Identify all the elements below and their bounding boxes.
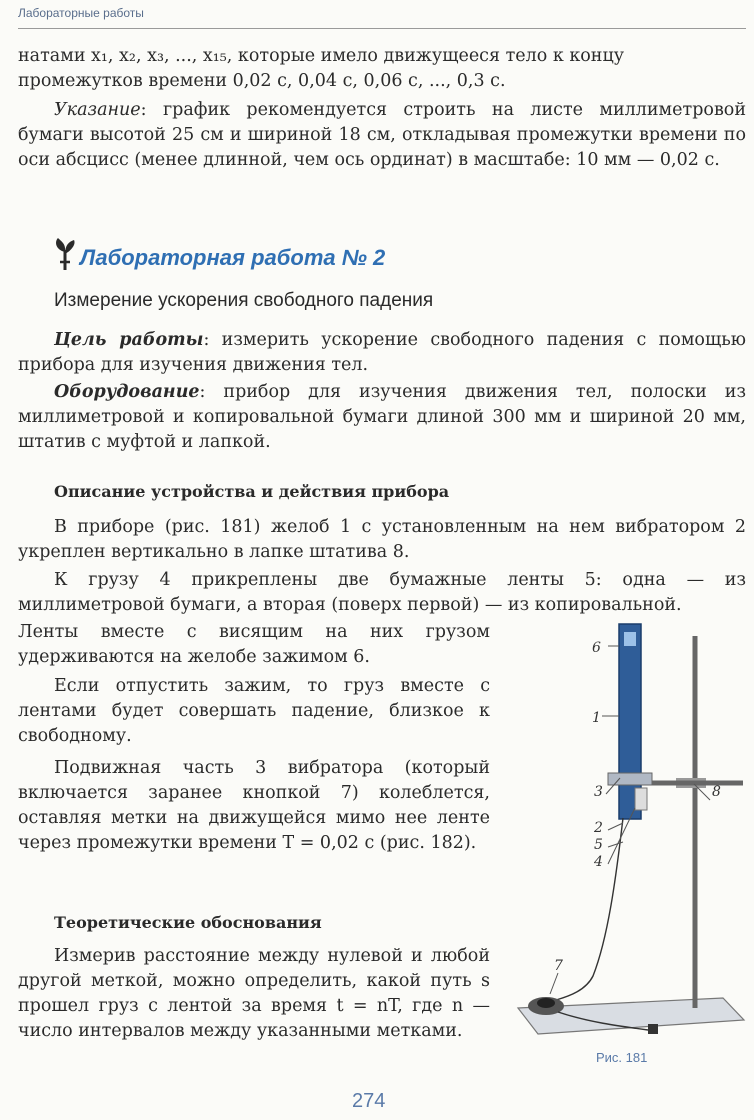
device-paragraph-2a: К грузу 4 прикреплены две бумажные ленты 5: одна — из миллиметровой бумаги, а вторая (поверх первой) — из копировальной. bbox=[18, 570, 746, 615]
device-figure bbox=[498, 618, 750, 1048]
figure-label-5: 5 bbox=[594, 837, 603, 853]
device-paragraph-4: Подвижная часть 3 вибратора (который включается заранее кнопкой 7) колеблется, оставляя метки на движущейся мимо нее ленте через промежутки времени T = 0,02 с (рис. 182). bbox=[18, 758, 490, 853]
equipment-text: : прибор для изучения движения тел, полоски из миллиметровой и копировальной бумаги длиной 300 мм и шириной 20 мм, штатив с муфтой и лапкой. bbox=[18, 382, 746, 452]
button-top bbox=[537, 998, 555, 1008]
vibrator bbox=[608, 773, 652, 785]
hint-label: Указание bbox=[54, 100, 141, 120]
goal-paragraph bbox=[18, 328, 746, 378]
figure-label-3: 3 bbox=[594, 784, 603, 800]
device-paragraph-2b: Ленты вместе с висящим на них грузом удерживаются на желобе зажимом 6. bbox=[18, 622, 490, 667]
goal-text: : измерить ускорение свободного падения с помощью прибора для изучения движения тел. bbox=[18, 330, 746, 375]
device-heading: Описание устройства и действия прибора bbox=[54, 482, 450, 501]
intro-line-1: натами x₁, x₂, x₃, ..., x₁₅, которые имело движущееся тело к концу bbox=[18, 46, 625, 66]
weight bbox=[635, 788, 647, 810]
theory-paragraph: Измерив расстояние между нулевой и любой другой меткой, можно определить, какой путь s прошел груз с лентой за время t = nT, где n — число интервалов между указанными метками. bbox=[18, 946, 490, 1041]
theory-heading: Теоретические обоснования bbox=[54, 913, 322, 932]
intro-line-2: промежутков времени 0,02 с, 0,04 с, 0,06 с, ..., 0,3 с. bbox=[18, 71, 506, 91]
plug bbox=[648, 1024, 658, 1034]
figure-caption: Рис. 181 bbox=[596, 1050, 648, 1065]
figure-label-1: 1 bbox=[592, 710, 601, 726]
figure-label-7: 7 bbox=[554, 958, 563, 974]
hint-paragraph bbox=[18, 98, 746, 173]
device-paragraph-3: Если отпустить зажим, то груз вместе с лентами будет совершать падение, близкое к свободному. bbox=[18, 676, 490, 746]
figure-label-8: 8 bbox=[712, 784, 721, 800]
lab-title: Лабораторная работа № 2 bbox=[80, 245, 386, 270]
goal-label: Цель работы bbox=[54, 330, 204, 350]
page-number: 274 bbox=[352, 1090, 386, 1112]
lab-leaf-icon bbox=[52, 236, 78, 272]
equipment-paragraph bbox=[18, 380, 746, 455]
figure-label-6: 6 bbox=[592, 640, 601, 656]
device-paragraph-1: В приборе (рис. 181) желоб 1 с установленным на нем вибратором 2 укреплен вертикально в лапке штатива 8. bbox=[18, 517, 746, 562]
running-header bbox=[18, 6, 746, 29]
equipment-label: Оборудование bbox=[54, 382, 200, 402]
figure-label-2: 2 bbox=[594, 820, 603, 836]
chute-clip bbox=[624, 632, 636, 646]
running-title: Лабораторные работы bbox=[18, 6, 144, 20]
hint-text: : график рекомендуется строить на листе миллиметровой бумаги высотой 25 см и шириной 18 см, откладывая промежутки времени по оси абсцисс (менее длинной, чем ось ординат) в масштабе: 10 мм — 0,02 с. bbox=[18, 100, 746, 170]
lab-subtitle: Измерение ускорения свободного падения bbox=[54, 290, 434, 311]
figure-label-4: 4 bbox=[594, 854, 603, 870]
